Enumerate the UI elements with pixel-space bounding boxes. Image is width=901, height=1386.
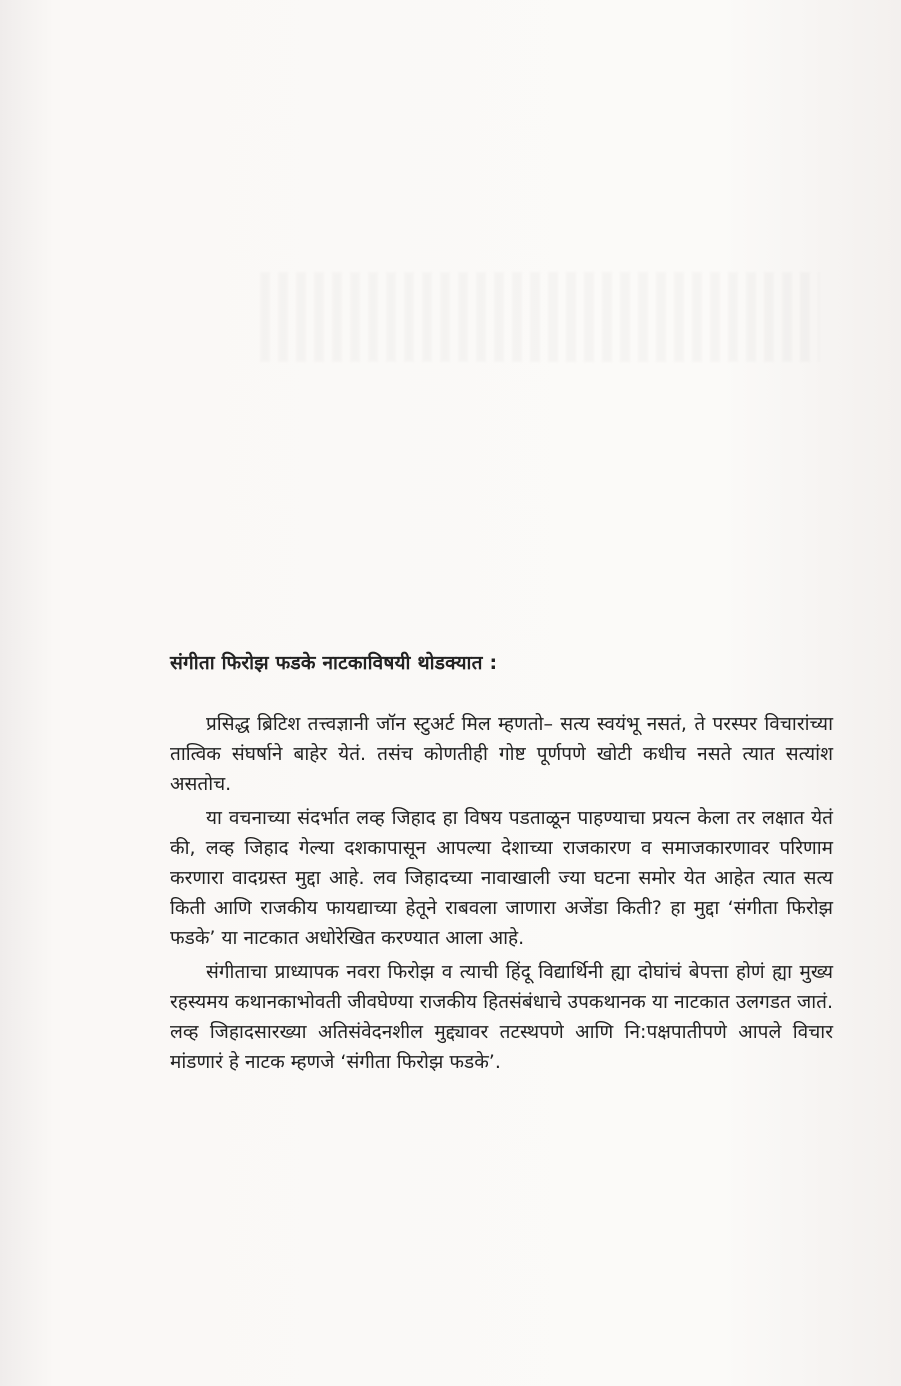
section-heading: संगीता फिरोझ फडके नाटकाविषयी थोडक्यात : — [170, 652, 498, 674]
text-block — [170, 648, 833, 1081]
paragraph-2: या वचनाच्या संदर्भात लव्ह जिहाद हा विषय पडताळून पाहण्याचा प्रयत्न केला तर लक्षात येतं की, लव्ह जिहाद गेल्या दशकापासून आपल्या देशाच्या राजकारण व समाजकारणावर परिणाम करणारा वादग्रस्त मुद्दा आहे. लव जिहादच्या नावाखाली ज्या घटना समोर येत आहेत त्यात सत्य किती आणि राजकीय फायद्याच्या हेतूने राबवला जाणारा अजेंडा किती? हा मुद्दा ‘संगीता फिरोझ फडके’ या नाटकात अधोरेखित करण्यात आला आहे. — [170, 807, 833, 949]
show-through-text — [260, 272, 820, 362]
paragraph-1: प्रसिद्ध ब्रिटिश तत्त्वज्ञानी जॉन स्टुअर्ट मिल म्हणतो– सत्य स्वयंभू नसतं, ते परस्पर विचारांच्या तात्विक संघर्षाने बाहेर येतं. तसंच कोणतीही गोष्ट पूर्णपणे खोटी कधीच नसते त्यात सत्यांश असतोच. — [170, 713, 833, 795]
paragraph-3: संगीताचा प्राध्यापक नवरा फिरोझ व त्याची हिंदू विद्यार्थिनी ह्या दोघांचं बेपत्ता होणं ह्या मुख्य रहस्यमय कथानकाभोवती जीवघेण्या राजकीय हितसंबंधाचे उपकथानक या नाटकात उलगडत जातं. लव्ह जिहादसारख्या अतिसंवेदनशील मुद्द्यावर तटस्थपणे आणि नि:पक्षपातीपणे आपले विचार मांडणारं हे नाटक म्हणजे ‘संगीता फिरोझ फडके’. — [170, 961, 833, 1073]
